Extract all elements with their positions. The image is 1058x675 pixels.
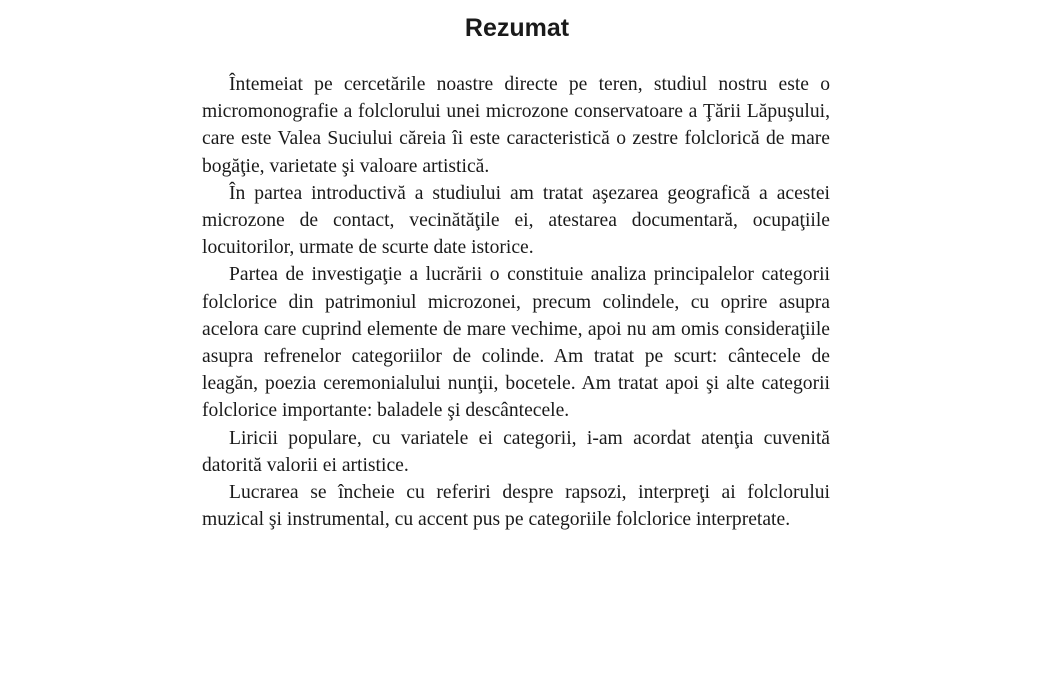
page-title: Rezumat (464, 14, 570, 42)
paragraph: Lucrarea se încheie cu referiri despre rapsozi, interpreţi ai folclorului muzical şi instrumental, cu accent pus pe categoriile folclorice interpretate. (202, 482, 830, 531)
paragraph: Partea de investigaţie a lucrării o constituie analiza principalelor categorii folclorice din patrimoniul microzonei, precum colindele, cu oprire asupra acelora care cuprind elemente de mare vechime, apoi nu am omis consideraţiile asupra refrenelor categoriilor de colinde. Am tratat pe scurt: cântecele de leagăn, poezia ceremonialului nunţii, bocetele. Am tratat apoi şi alte categorii folclorice importante: baladele şi descântecele. (202, 264, 830, 422)
summary-body (202, 71, 830, 533)
paragraph: În partea introductivă a studiului am tratat aşezarea geografică a acestei microzone de contact, vecinătăţile ei, atestarea documentară, ocupaţiile locuitorilor, urmate de scurte date istorice. (202, 182, 830, 259)
paragraph: Liricii populare, cu variatele ei categorii, i-am acordat atenţia cuvenită datorită valorii ei artistice. (202, 427, 830, 476)
paragraph: Întemeiat pe cercetările noastre directe pe teren, studiul nostru este o micromonografie a folclorului unei microzone conservatoare a Ţării Lăpuşului, care este Valea Suciului căreia îi este caracteristică o zestre folclorică de mare bogăţie, varietate şi valoare artistică. (202, 74, 830, 177)
